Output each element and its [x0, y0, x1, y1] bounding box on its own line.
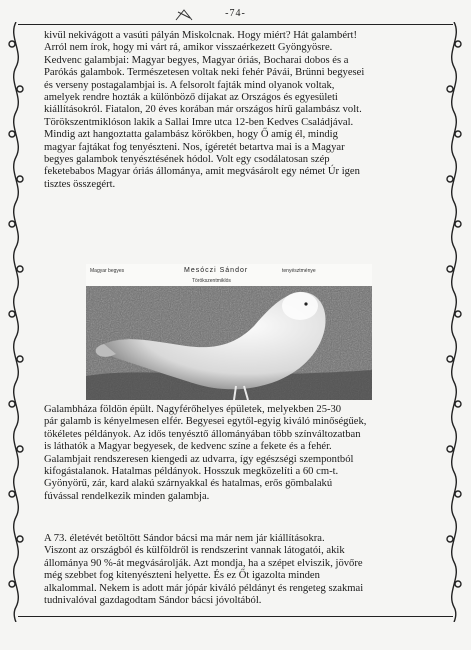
text-line: még szebbet fog kitenyészteni helyette. És ez Őt igazolta minden [44, 570, 320, 582]
text-line: állománya 90 %-át megvásárolják. Azt mondja, ha a szépet elviszik, jövőre [44, 557, 363, 569]
text-line: tisztes összegért. [44, 178, 116, 190]
text-line: feketebabos Magyar óriás állománya, amit megvásárolt egy német Úr igen [44, 166, 360, 178]
pigeon-image [86, 286, 372, 400]
caption-location: Törökszentmiklós [192, 278, 231, 284]
text-line: Galambjait rendszeresen kiengedi az udvarra, így egészségi szempontból [44, 453, 354, 465]
caption-note: tenyésztménye [282, 268, 316, 274]
bottom-rule [18, 616, 453, 617]
text-line: és verseny postagalambjai is. A felsorolt fajták mind olyanok voltak, [44, 79, 335, 91]
top-rule [18, 24, 453, 25]
pigeon-photo [86, 264, 372, 400]
right-ornamental-border-icon [444, 22, 464, 622]
text-line: Törökszentmiklóson lakik a Sallai Imre utca 12-ben Kedves Családjával. [44, 116, 354, 128]
text-line: Parókás galambok. Természetesen voltak neki fehér Pávái, Brünni begyesei [44, 67, 365, 79]
text-line: tökéletes példányok. Az idős tenyésztő állományában több színváltozatban [44, 428, 361, 440]
text-line: Viszont az országból és külföldről is rendszerint vannak látogatói, akik [44, 545, 345, 557]
text-line: Kedvenc galambjai: Magyar begyes, Magyar óriás, Bocharai dobos és a [44, 54, 349, 66]
caption-breeder-name: Mesóczi Sándor [184, 267, 249, 274]
photo-caption [86, 264, 372, 288]
text-block-top [44, 30, 426, 191]
text-line: Mindig azt hangoztatta galambász körökben, hogy Ő amíg él, mindig [44, 129, 338, 141]
text-line: fúvással rendelkezik minden galambja. [44, 490, 210, 502]
text-line: Gyönyörű, zár, kard alakú szárnyakkal és hatalmas, erős gömbalakú [44, 478, 333, 490]
text-line: alkalommal. Nekem is adott már jópár kiváló példányt és rengeteg szakmai [44, 582, 364, 594]
text-line: kifogástalanok. Hatalmas példányok. Hosszuk megközelíti a 60 cm-t. [44, 466, 339, 478]
text-line: kiállításokról. Fiatalon, 20 éves korában már országos hírű galambász volt. [44, 104, 362, 116]
text-line: begyes galambok tenyésztésének hódol. Volt egy csodálatosan szép [44, 154, 330, 166]
text-block-middle [44, 404, 426, 503]
text-line: pár galamb is kényelmesen elfér. Begyesei egytől-egyig kiváló minőségűek, [44, 416, 367, 428]
left-ornamental-border-icon [6, 22, 26, 622]
text-line: amelyek rendre hozták a különböző díjakat az Országos és egyesületi [44, 92, 338, 104]
text-line: Arról nem írok, hogy mi várt rá, amikor visszaérkezett Gyöngyösre. [44, 42, 333, 54]
caption-breed: Magyar begyes [90, 268, 125, 274]
text-line: kivül nekivágott a vasúti pályán Miskolcnak. Hogy miért? Hát galambért! [44, 30, 358, 41]
page-number: -74- [225, 8, 246, 19]
text-block-bottom [44, 533, 426, 607]
text-line: magyar fajtákat fog tenyészteni. Nos, ígéretét betartva mai is a Magyar [44, 141, 345, 153]
text-line: Galambháza földön épült. Nagyférőhelyes épületek, melyekben 25-30 [44, 404, 342, 415]
text-line: A 73. életévét betöltött Sándor bácsi ma már nem jár kiállításokra. [44, 533, 325, 544]
text-line: is láthatók a Magyar begyesek, de kedvenc színe a fekete és a fehér. [44, 441, 332, 453]
text-line: tudnivalóval gazdagodtam Sándor bácsi jóvoltából. [44, 595, 262, 607]
